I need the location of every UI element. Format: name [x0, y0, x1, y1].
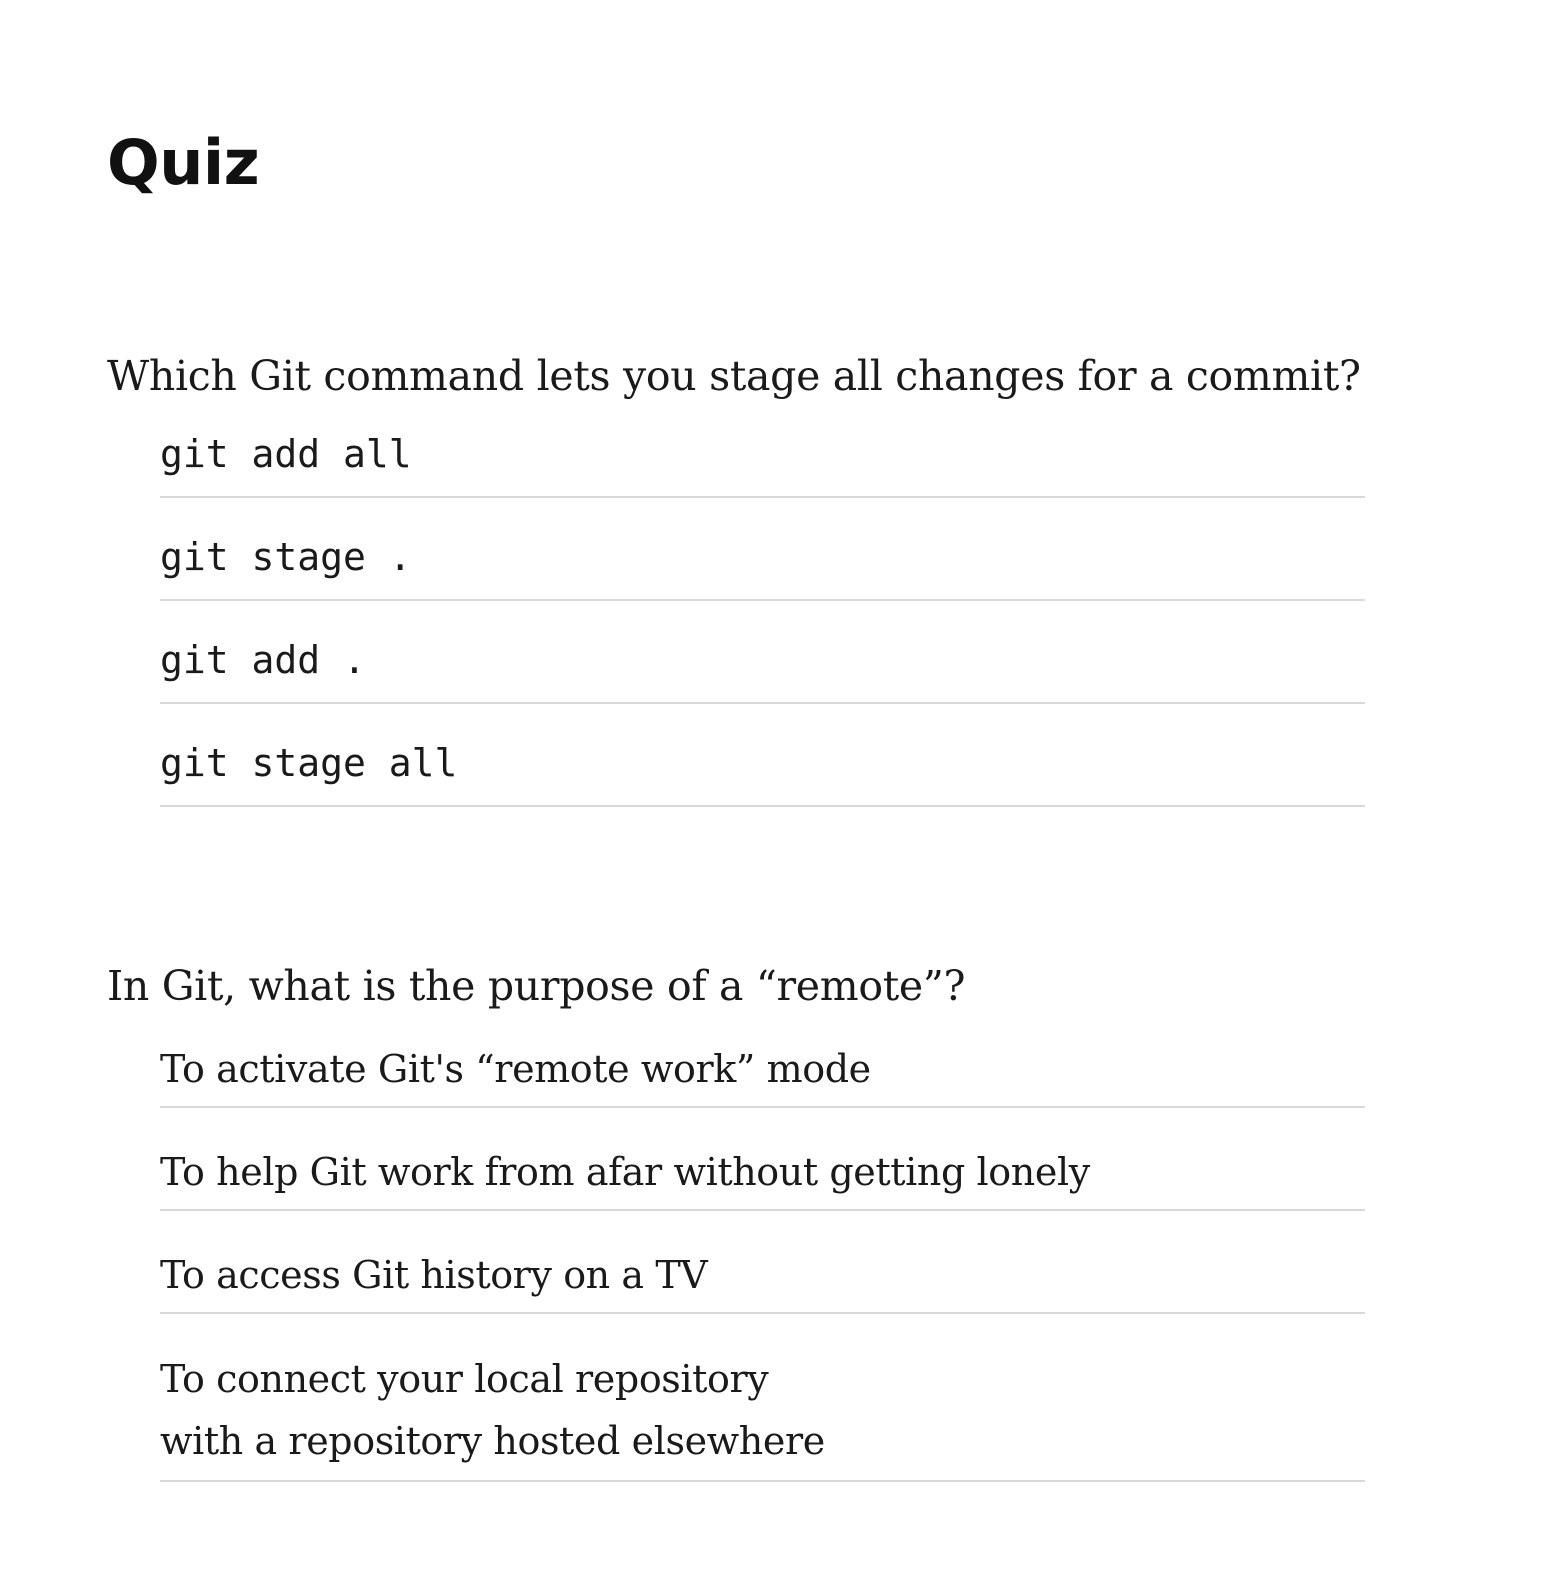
answer-option-remote-work-mode[interactable]: [160, 1014, 1365, 1108]
answer-option-connect-remote-repository[interactable]: [160, 1314, 1365, 1482]
question-text: Which Git command lets you stage all changes for a commit?: [107, 352, 1361, 400]
answer-option-label: git add .: [160, 638, 366, 682]
question-text: In Git, what is the purpose of a “remote”?: [107, 962, 966, 1010]
question-2: [107, 958, 1367, 1482]
answer-options: [160, 1014, 1365, 1482]
answer-option-git-stage-all[interactable]: [160, 704, 1365, 807]
answer-option-git-add-dot[interactable]: [160, 601, 1365, 704]
answer-option-label: To access Git history on a TV: [160, 1253, 708, 1297]
answer-options: [160, 406, 1365, 807]
answer-option-label: To help Git work from afar without getting lonely: [160, 1150, 1090, 1194]
answer-option-label: To connect your local repository with a repository hosted elsewhere: [160, 1357, 825, 1463]
answer-option-git-stage-dot[interactable]: [160, 498, 1365, 601]
answer-option-git-add-all[interactable]: [160, 406, 1365, 498]
answer-option-work-from-afar[interactable]: [160, 1108, 1365, 1211]
answer-option-history-on-tv[interactable]: [160, 1211, 1365, 1314]
answer-option-label: git stage .: [160, 535, 412, 579]
answer-option-label: git add all: [160, 432, 412, 476]
page-title: Quiz: [107, 126, 260, 199]
question-1: [107, 348, 1367, 807]
answer-option-label: To activate Git's “remote work” mode: [160, 1047, 871, 1091]
answer-option-label: git stage all: [160, 741, 458, 785]
